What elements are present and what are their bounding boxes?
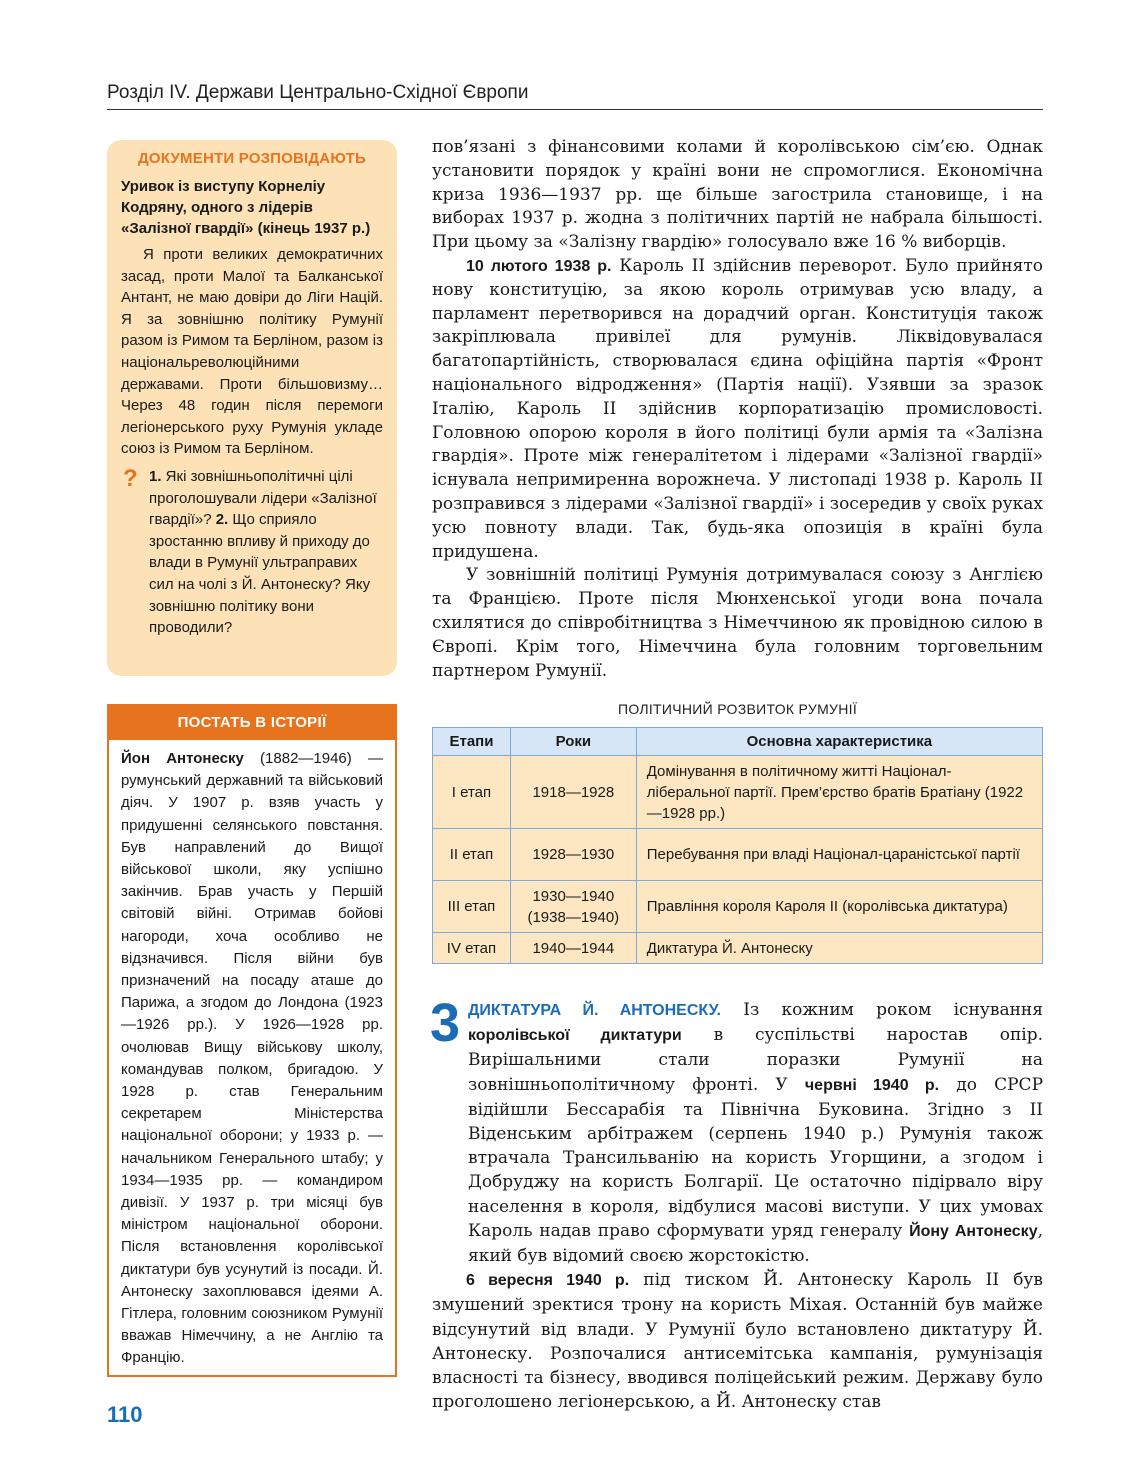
section-3-paragraph-1 bbox=[430, 993, 1044, 1268]
section-3-text-part: в суспільстві наростав опір. Вирішальними стали поразки Румунії на зовнішньополітичному фронті. У bbox=[468, 1025, 1043, 1095]
section-3-bold-part: червні 1940 р. bbox=[804, 1076, 940, 1094]
years-cell: 1918—1928 bbox=[510, 756, 636, 829]
years-cell bbox=[510, 881, 636, 933]
paragraph-2 bbox=[432, 255, 1043, 564]
table-row bbox=[433, 829, 1043, 881]
section-3-bold-part: Йону Антонеску bbox=[909, 1222, 1038, 1240]
stage-cell: I етап bbox=[433, 756, 511, 829]
documents-box-subtitle: Уривок із виступу Корнеліу Кодряну, одного з лідерів «Залізної гвардії» (кінець 1937 р.) bbox=[121, 178, 371, 237]
section-3-paragraph-2 bbox=[432, 1268, 1043, 1414]
question-2-text: Що сприяло зростанню впливу й приходу до влади в Румунії ультраправих сил на чолі з Й. Антонеску? Яку зовнішню політику вони проводили? bbox=[149, 511, 371, 637]
history-figure-text bbox=[109, 740, 395, 1370]
history-figure-title: ПОСТАТЬ В ІСТОРІЇ bbox=[109, 706, 395, 740]
stage-cell: III етап bbox=[433, 881, 511, 933]
table-row bbox=[433, 756, 1043, 829]
chapter-title: Розділ IV. Держави Центрально-Східної Європи bbox=[107, 82, 529, 103]
page-number: 110 bbox=[107, 1402, 143, 1427]
main-text bbox=[432, 136, 1043, 683]
documents-box bbox=[107, 140, 397, 676]
paragraph-1: пов’язані з фінансовими колами й королівською сім’єю. Однак установити порядок у країні вони не спромоглися. Економічна криза 1936—1937 рр. ще більше загострила становище, і на виборах 1937 р. жодна з політичних партій не набрала більшості. При цьому за «Залізну гвардію» голосувало вже 16 % виборців. bbox=[432, 137, 1043, 253]
history-figure-box bbox=[107, 704, 397, 1377]
paragraph-2-text: Кароль II здійснив переворот. Було прийнято нову конституцію, за якою король отримував усю владу, а парламент перетворився на дорадчий орган. Конституція також закріплювала привілеї для румунів. Ліквідовувалася багатопартійність, створювалася єдина офіційна партія «Фронт національного відродження» (Партія нації). Узявши за зразок Італію, Кароль II здійснив корпоратизацію промисловості. Головною опорою короля в його політиці були армія та «Залізна гвардія». Проте між генералітетом і лідерами «Залізної гвардії» існувала непримиренна ворожнеча. У листопаді 1938 р. Кароль II розправився з лідерами «Залізної гвардії» і зосередив у своїх руках усю повноту влади. Так, будь-яка опозиція в країні була придушена. bbox=[432, 255, 1043, 562]
section-3-bold-part: королівської диктатури bbox=[468, 1027, 682, 1045]
header-stages: Етапи bbox=[433, 728, 511, 756]
table-row bbox=[433, 881, 1043, 933]
question-2-number: 2. bbox=[215, 511, 229, 529]
header-years: Роки bbox=[510, 728, 636, 756]
section-3-date: 6 вересня 1940 р. bbox=[466, 1272, 630, 1290]
desc-cell: Домінування в політичному житті Націонал-ліберальної партії. Прем’єрство братів Братіану (1922—1928 рр.) bbox=[636, 756, 1042, 829]
paragraph-2-date: 10 лютого 1938 р. bbox=[466, 257, 612, 275]
years-main: 1930—1940 bbox=[532, 887, 615, 905]
desc-cell: Перебування при владі Націонал-цараністської партії bbox=[636, 829, 1042, 881]
years-cell: 1940—1944 bbox=[510, 933, 636, 964]
years-secondary: (1938—1940) bbox=[527, 908, 620, 926]
desc-cell: Правління короля Кароля II (королівська диктатура) bbox=[636, 881, 1042, 933]
history-figure-bio: (1882—1946) — румунський державний та військовий діяч. У 1907 р. взяв участь у придушенні селянського повстання. Був направлений до Вищої військової школи, яку успішно закінчив. Брав участь у Першій світовій війні. Отримав бойові нагороди, хоча особливо не відзначився. Після війни був призначений на посаду аташе до Парижа, а згодом до Лондона (1923—1926 рр.). У 1926—1928 рр. очолював Вищу військову школу, командував полком, бригадою. У 1928 р. став Генеральним секретарем Міністерства національної оборони; у 1933 р. — начальником Генерального штабу; у 1934—1935 рр. — командиром дивізії. У 1937 р. три місяці був міністром національної оборони. Після встановлення королівської диктатури був усунутий із посади. Й. Антонеску захоплювався ідеями А. Гітлера, головним союзником Румунії вважав Німеччину, а не Англію та Францію. bbox=[121, 750, 383, 1367]
section-3-text-part: Із кожним роком існування bbox=[720, 1000, 1043, 1020]
table-row bbox=[433, 933, 1043, 964]
stage-cell: IV етап bbox=[433, 933, 511, 964]
header-characteristic: Основна характеристика bbox=[636, 728, 1042, 756]
table-header-row bbox=[433, 728, 1043, 756]
stage-cell: II етап bbox=[433, 829, 511, 881]
documents-box-questions bbox=[121, 466, 383, 639]
section-3-text-part: до СРСР відійшли Бессарабія та Північна Буковина. Згідно з II Віденським арбітражем (серпень 1940 р.) Румунія також втрачала Трансильванію на користь Угорщини, а згодом і Добруджу на користь Болгарії. Це остаточно підірвало віру населення в короля, відбулися масові виступи. У цих умовах Кароль надав право сформувати уряд генералу bbox=[468, 1074, 1044, 1241]
history-figure-name: Йон Антонеску bbox=[121, 750, 244, 767]
table-caption: ПОЛІТИЧНИЙ РОЗВИТОК РУМУНІЇ bbox=[617, 701, 858, 717]
question-1-text: Які зовнішньополітичні цілі проголошували лідери «Залізної гвардії»? bbox=[149, 467, 377, 529]
paragraph-3: У зовнішній політиці Румунія дотримувалася союзу з Англією та Францією. Проте після Мюнхенської угоди вона почала схилятися до співробітництва з Німеччиною як провідною силою в Європі. Крім того, Німеччина була головним торговельним партнером Румунії. bbox=[432, 565, 1043, 681]
question-mark-icon: ? bbox=[123, 464, 138, 492]
documents-box-title: ДОКУМЕНТИ РОЗПОВІДАЮТЬ bbox=[138, 150, 366, 167]
section-number: 3 bbox=[430, 993, 461, 1053]
question-1-number: 1. bbox=[149, 467, 162, 485]
section-3-text bbox=[430, 993, 1044, 1414]
desc-cell: Диктатура Й. Антонеску bbox=[636, 933, 1042, 964]
section-3-text-part: , який був відомий своєю жорстокістю. bbox=[468, 1220, 1043, 1267]
section-3-heading: ДИКТАТУРА Й. АНТОНЕСКУ. bbox=[468, 1002, 721, 1019]
page-header bbox=[107, 80, 1043, 110]
political-development-table bbox=[432, 727, 1043, 964]
section-3-paragraph-2-text: під тиском Й. Антонеску Кароль II був змушений зректися трону на користь Міхая. Останній був майже відсунутий від влади. У Румунії було встановлено диктатуру Й. Антонеску. Розпочалися антисемітська кампанія, румунізація власності та бізнесу, вводився поліцейський режим. Державу було проголошено легіонерською, а Й. Антонеску став bbox=[432, 1270, 1043, 1413]
years-cell: 1928—1930 bbox=[510, 829, 636, 881]
documents-box-text: Я проти великих демократичних засад, проти Малої та Балканської Антант, не маю довіри до Ліги Націй. Я за зовнішню політику Румунії разом із Римом та Берліном, разом із національреволюційними державами. Проти більшовизму… Через 48 годин після перемоги легіонерського руху Румунія укладе союз із Римом та Берліном. bbox=[121, 246, 383, 458]
